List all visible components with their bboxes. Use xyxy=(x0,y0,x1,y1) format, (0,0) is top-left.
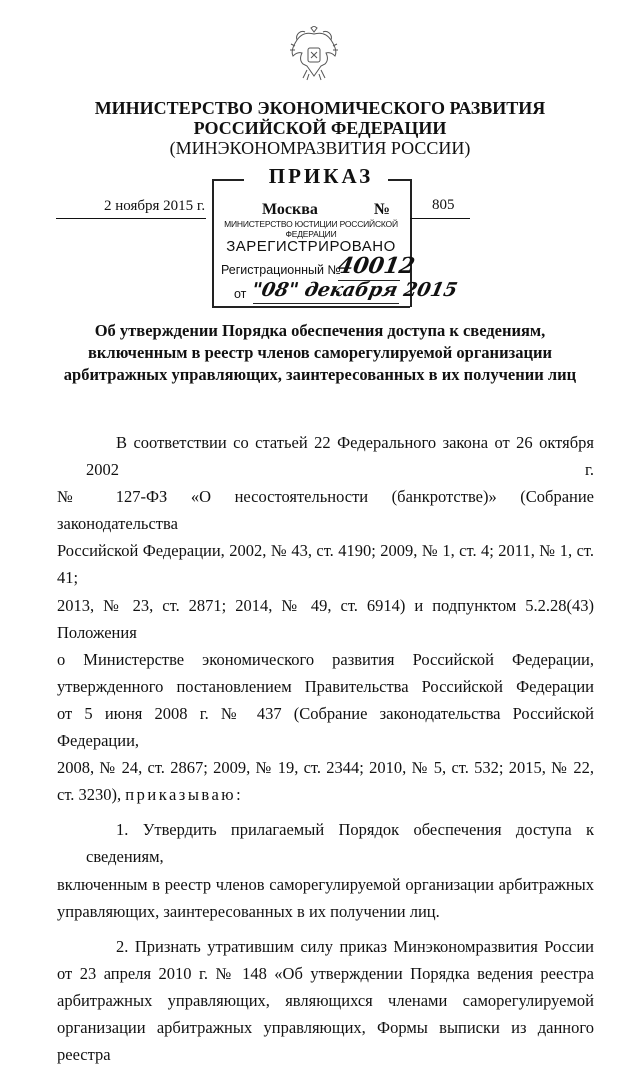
stamp-border-bottom xyxy=(212,306,410,308)
order-number: 805 xyxy=(432,197,455,213)
order-title: ПРИКАЗ xyxy=(268,164,374,188)
item1-line: управляющих, заинтересованных в их получении лиц. xyxy=(57,901,440,921)
stamp-organization: МИНИСТЕРСТВО ЮСТИЦИИ РОССИЙСКОЙ ФЕДЕРАЦИИ xyxy=(224,219,398,239)
document-title-line3: арбитражных управляющих, заинтересованных в их получении лиц xyxy=(63,365,577,384)
item1-line: 1. Утвердить прилагаемый Порядок обеспечения доступа к сведениям, xyxy=(86,820,594,867)
coat-of-arms-icon xyxy=(287,26,341,84)
preamble-line: В соответствии со статьей 22 Федерального закона от 26 октября 2002 г. xyxy=(86,433,594,480)
item2-line: 2. Признать утратившим силу приказ Минэкономразвития России xyxy=(116,936,594,956)
document-title-line1: Об утверждении Порядка обеспечения доступа к сведениям, xyxy=(94,321,546,340)
ministry-short-name: (МИНЭКОНОМРАЗВИТИЯ РОССИИ) xyxy=(169,138,471,158)
item2-line: организации арбитражных управляющих, Формы выписки из данного реестра xyxy=(57,1017,594,1065)
stamp-border-top-left xyxy=(212,179,244,181)
stamp-reg-number-label: Регистрационный № xyxy=(221,263,341,277)
preamble-line: 2013, № 23, ст. 2871; 2014, № 49, ст. 6914) и подпунктом 5.2.28(43) Положения xyxy=(57,595,594,642)
preamble-line: № 127-ФЗ «О несостоятельности (банкротстве)» (Собрание законодательства xyxy=(57,487,594,534)
stamp-border-top-right xyxy=(388,179,410,181)
preamble-line: от 5 июня 2008 г. № 437 (Собрание законодательства Российской Федерации, xyxy=(57,703,594,751)
document-title xyxy=(60,320,580,386)
item2-line: арбитражных управляющих, являющихся членами саморегулируемой xyxy=(57,990,594,1010)
stamp-reg-number-value: 40012 xyxy=(335,253,417,279)
order-number-sign: № xyxy=(374,201,391,218)
preamble-line: Российской Федерации, 2002, № 43, ст. 4190; 2009, № 1, ст. 4; 2011, № 1, ст. 41; xyxy=(57,541,594,588)
order-word: приказываю: xyxy=(125,785,244,805)
order-city: Москва xyxy=(262,201,318,218)
item2-line: от 23 апреля 2010 г. № 148 «Об утверждении Порядка ведения реестра xyxy=(57,963,594,983)
ministry-name-line1: МИНИСТЕРСТВО ЭКОНОМИЧЕСКОГО РАЗВИТИЯ xyxy=(94,98,546,118)
stamp-date-underline xyxy=(253,303,399,304)
document-body xyxy=(57,429,594,1068)
ministry-name-line2: РОССИЙСКОЙ ФЕДЕРАЦИИ xyxy=(193,118,447,138)
preamble-line: утвержденного постановлением Правительства Российской Федерации xyxy=(57,676,594,696)
order-date: 2 ноября 2015 г. xyxy=(104,198,206,214)
preamble-line: о Министерстве экономического развития Российской Федерации, xyxy=(57,649,594,669)
preamble-line: 2008, № 24, ст. 2867; 2009, № 19, ст. 2344; 2010, № 5, ст. 532; 2015, № 22, xyxy=(57,758,594,778)
stamp-date-value: "08" декабря 2015 xyxy=(249,279,460,301)
order-date-underline xyxy=(56,218,206,219)
order-number-underline xyxy=(410,218,470,219)
stamp-registered-label: ЗАРЕГИСТРИРОВАНО xyxy=(226,238,396,255)
document-title-line2: включенным в реестр членов саморегулируемой организации xyxy=(88,343,552,362)
stamp-date-from-label: от xyxy=(234,287,247,301)
preamble-last-line xyxy=(57,781,594,808)
preamble-tail: ст. 3230), xyxy=(57,785,122,805)
item1-line: включенным в реестр членов саморегулируемой организации арбитражных xyxy=(57,874,594,894)
